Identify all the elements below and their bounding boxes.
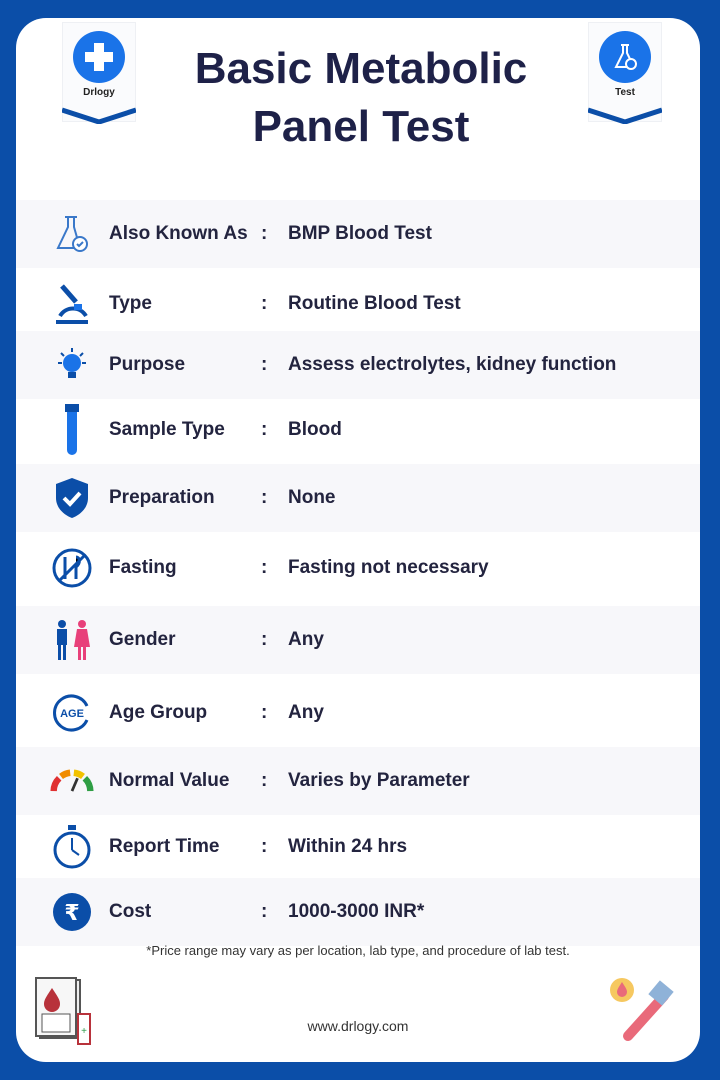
row-value: Fasting not necessary	[288, 557, 489, 578]
row-separator: :	[261, 629, 268, 650]
chevron-icon	[588, 106, 662, 124]
row-key: Preparation	[109, 487, 215, 508]
row-key: Sample Type	[109, 419, 225, 440]
row-value: BMP Blood Test	[288, 223, 432, 244]
info-row	[16, 270, 700, 338]
row-key: Also Known As	[109, 223, 248, 244]
row-separator: :	[261, 770, 268, 791]
svg-text:+: +	[81, 1026, 87, 1037]
flask-check-icon	[50, 212, 94, 256]
row-separator: :	[261, 487, 268, 508]
test-tube-blood-icon	[606, 976, 676, 1046]
info-row	[16, 534, 700, 602]
row-separator: :	[261, 293, 268, 314]
row-separator: :	[261, 901, 268, 922]
row-key: Purpose	[109, 354, 186, 375]
row-key: Gender	[109, 629, 176, 650]
lightbulb-icon	[50, 343, 94, 387]
title-line-2: Panel Test	[252, 102, 470, 151]
row-value: Assess electrolytes, kidney function	[288, 354, 617, 375]
info-row	[16, 464, 700, 532]
row-key: Report Time	[109, 836, 220, 857]
age-icon	[50, 691, 94, 735]
chevron-icon	[62, 106, 136, 124]
microscope-icon	[50, 282, 94, 326]
row-value: Varies by Parameter	[288, 770, 470, 791]
lab-report-icon	[34, 976, 94, 1048]
row-key: Normal Value	[109, 770, 230, 791]
info-row	[16, 606, 700, 674]
row-separator: :	[261, 354, 268, 375]
badge-label: Test	[615, 87, 635, 98]
row-value: Any	[288, 629, 324, 650]
row-value: 1000-3000 INR*	[288, 901, 425, 922]
row-value: None	[288, 487, 336, 508]
badge-label: Drlogy	[83, 87, 115, 98]
row-separator: :	[261, 419, 268, 440]
info-row	[16, 813, 700, 881]
info-row	[16, 200, 700, 268]
gauge-icon	[50, 759, 94, 803]
row-key: Type	[109, 293, 152, 314]
row-value: Routine Blood Test	[288, 293, 461, 314]
row-separator: :	[261, 557, 268, 578]
row-value: Any	[288, 702, 324, 723]
shield-check-icon	[50, 476, 94, 520]
info-card	[16, 18, 700, 1062]
row-separator: :	[261, 223, 268, 244]
flask-icon	[599, 31, 651, 83]
row-separator: :	[261, 836, 268, 857]
row-key: Cost	[109, 901, 152, 922]
row-value: Blood	[288, 419, 342, 440]
row-key: Age Group	[109, 702, 208, 723]
gender-icon	[50, 618, 94, 662]
info-row	[16, 396, 700, 464]
rupee-icon	[50, 890, 94, 934]
svg-text:AGE: AGE	[60, 708, 84, 720]
stopwatch-icon	[50, 825, 94, 869]
no-food-icon	[50, 546, 94, 590]
test-tube-icon	[50, 408, 94, 452]
svg-text:₹: ₹	[64, 901, 80, 926]
title-line-1: Basic Metabolic	[194, 44, 528, 93]
info-row	[16, 679, 700, 747]
row-key: Fasting	[109, 557, 177, 578]
website-link[interactable]: www.drlogy.com	[307, 1018, 409, 1034]
row-value: Within 24 hrs	[288, 836, 408, 857]
row-separator: :	[261, 702, 268, 723]
medical-cross-icon	[73, 31, 125, 83]
price-note: *Price range may vary as per location, lab type, and procedure of lab test.	[146, 943, 570, 958]
info-row	[16, 747, 700, 815]
info-row	[16, 331, 700, 399]
page-title	[166, 40, 556, 156]
info-row	[16, 878, 700, 946]
